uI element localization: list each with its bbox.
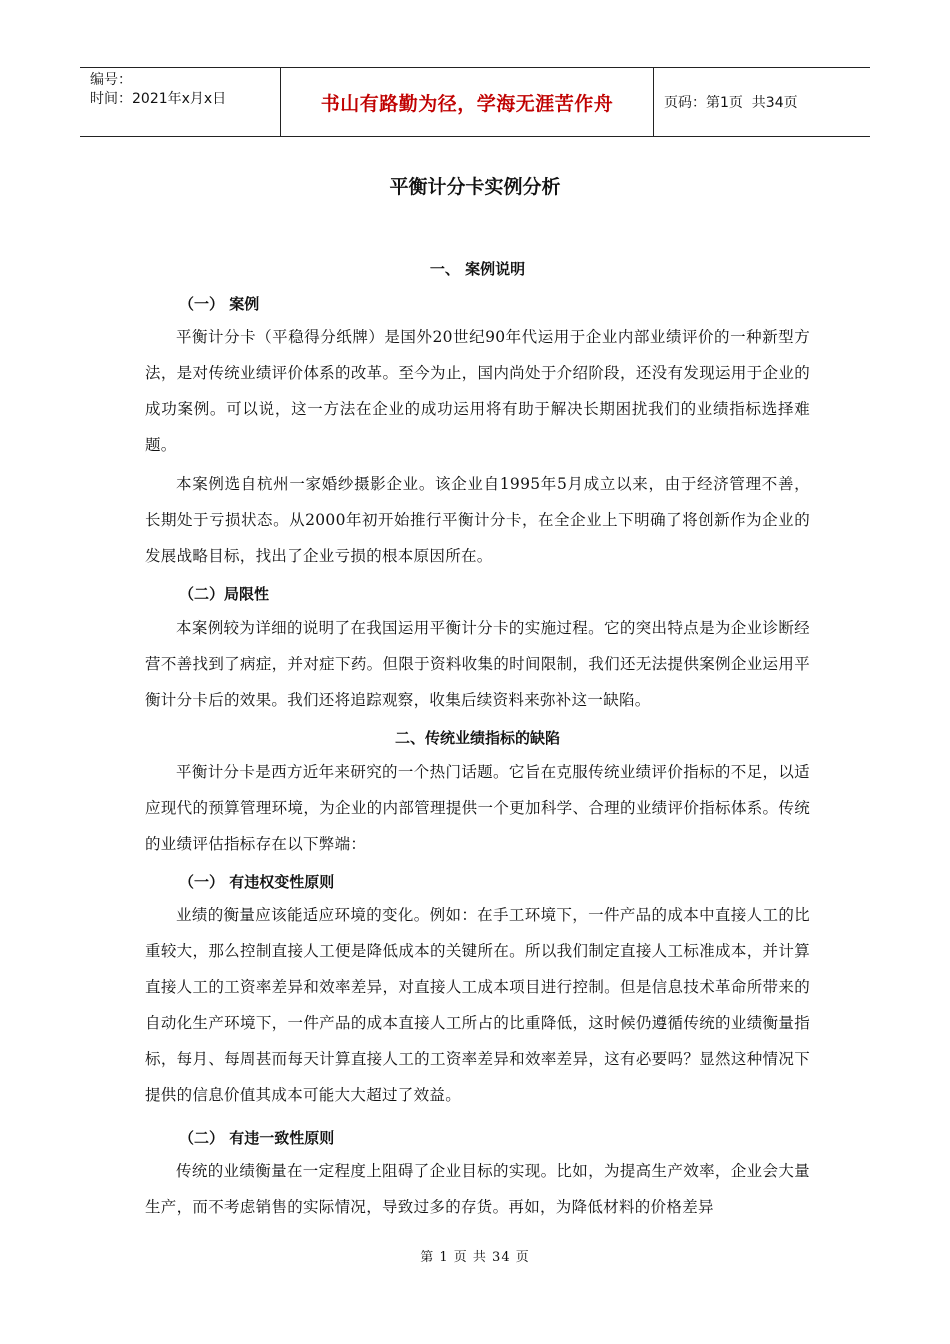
time-label: 时间：2021年x月x日 xyxy=(90,91,227,107)
section1-sub1-heading: （一） 案例 xyxy=(179,295,260,313)
header-motto: 书山有路勤为径，学海无涯苦作舟 xyxy=(320,92,614,115)
section2-heading: 二、传统业绩指标的缺陷 xyxy=(394,729,560,747)
page-footer: 第 1 页 共 34 页 xyxy=(420,1250,530,1265)
header-page-cell xyxy=(654,68,870,136)
page-header xyxy=(80,67,870,137)
header-meta xyxy=(80,68,280,136)
section2-sub1-heading: （一） 有违权变性原则 xyxy=(179,873,335,891)
header-page-info: 页码：第1页 共34页 xyxy=(664,95,798,111)
section2-sub2-paragraph1: 传统的业绩衡量在一定程度上阻碍了企业目标的实现。比如，为提高生产效率，企业会大量生产，而不考虑销售的实际情况，导致过多的存货。再如，为降低材料的价格差异 xyxy=(145,1162,810,1216)
section1-sub1-paragraph2: 本案例选自杭州一家婚纱摄影企业。该企业自1995年5月成立以来，由于经济管理不善，长期处于亏损状态。从2000年初开始推行平衡计分卡，在全企业上下明确了将创新作为企业的发展战略目标，找出了企业亏损的根本原因所在。 xyxy=(145,475,810,565)
number-label: 编号： xyxy=(90,72,132,88)
header-motto-cell xyxy=(280,68,654,136)
section2-paragraph1: 平衡计分卡是西方近年来研究的一个热门话题。它旨在克服传统业绩评价指标的不足，以适应现代的预算管理环境，为企业的内部管理提供一个更加科学、合理的业绩评价指标体系。传统的业绩评估指标存在以下弊端： xyxy=(145,763,810,853)
section1-sub1-paragraph1: 平衡计分卡（平稳得分纸牌）是国外20世纪90年代运用于企业内部业绩评价的一种新型方法，是对传统业绩评价体系的改革。至今为止，国内尚处于介绍阶段，还没有发现运用于企业的成功案例。可以说，这一方法在企业的成功运用将有助于解决长期困扰我们的业绩指标选择难题。 xyxy=(145,328,810,454)
section2-sub2-heading: （二） 有违一致性原则 xyxy=(179,1129,335,1147)
section1-heading: 一、 案例说明 xyxy=(429,260,526,278)
section1-sub2-heading: （二）局限性 xyxy=(179,585,270,603)
section2-sub1-paragraph1: 业绩的衡量应该能适应环境的变化。例如：在手工环境下，一件产品的成本中直接人工的比重较大，那么控制直接人工便是降低成本的关键所在。所以我们制定直接人工标准成本，并计算直接人工的工资率差异和效率差异，对直接人工成本项目进行控制。但是信息技术革命所带来的自动化生产环境下，一件产品的成本直接人工所占的比重降低，这时候仍遵循传统的业绩衡量指标，每月、每周甚而每天计算直接人工的工资率差异和效率差异，这有必要吗？显然这种情况下提供的信息价值其成本可能大大超过了效益。 xyxy=(145,906,810,1104)
section1-sub2-paragraph1: 本案例较为详细的说明了在我国运用平衡计分卡的实施过程。它的突出特点是为企业诊断经营不善找到了病症，并对症下药。但限于资料收集的时间限制，我们还无法提供案例企业运用平衡计分卡后的效果。我们还将追踪观察，收集后续资料来弥补这一缺陷。 xyxy=(145,619,810,709)
document-title: 平衡计分卡实例分析 xyxy=(389,176,561,198)
